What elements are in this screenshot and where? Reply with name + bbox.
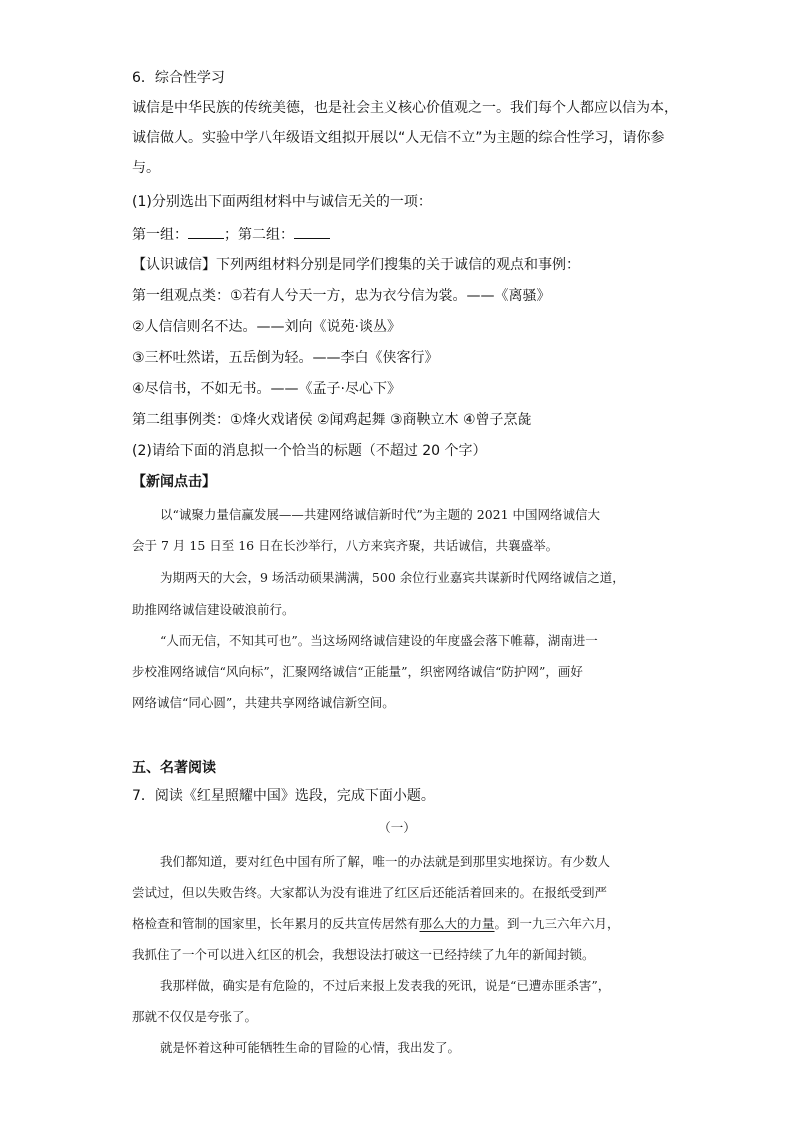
recognize-line [132,255,580,275]
group1-item-4: ④尽信书，不如无书。——《孟子·尽心下》 [132,381,401,397]
passage-line-2: 尝试过，但以失败告终。大家都认为没有谁进了红区后还能活着回来的。在报纸受到严 [132,885,608,900]
news-line-2: 会于 7 月 15 日至 16 日在长沙举行，八方来宾齐聚，共话诚信，共襄盛举。 [132,538,559,553]
recognize-tag: 【认识诚信】 [132,257,216,273]
news-line-4: 助推网络诚信建设破浪前行。 [132,602,295,617]
intro-line-1: 诚信是中华民族的传统美德，也是社会主义核心价值观之一。我们每个人都应以信为本， [132,100,678,116]
question-6-heading: 6．综合性学习 [132,70,225,86]
intro-line-3: 与。 [132,160,160,176]
group2-label: ；第二组： [224,227,294,243]
news-line-3: 为期两天的大会，9 场活动硕果满满，500 余位行业嘉宾共谋新时代网络诚信之道， [160,570,625,585]
passage-line-6: 那就不仅仅是夸张了。 [132,1009,258,1024]
passage-line-4: 我抓住了一个可以进入红区的机会，我想设法打破这一已经持续了九年的新闻封锁。 [132,947,595,962]
group1-item-1: 第一组观点类：①若有人兮天一方，忠为衣兮信为裳。——《离骚》 [132,288,551,304]
passage-line-5: 我那样做，确实是有危险的，不过后来报上发表我的死讯，说是“已遭赤匪杀害”， [160,978,611,993]
news-tag: 【新闻点击】 [132,474,216,490]
passage-part-label: （一） [378,820,416,835]
news-line-1: 以“诚聚力量信赢发展——共建网络诚信新时代”为主题的 2021 中国网络诚信大 [160,507,601,522]
group1-label: 第一组： [132,227,188,243]
passage-line-3-start: 格检查和管制的国家里，长年累月的反共宣传居然有 [132,916,420,931]
question-7: 7．阅读《红星照耀中国》选段，完成下面小题。 [132,788,435,804]
recognize-text: 下列两组材料分别是同学们搜集的关于诚信的观点和事例： [216,257,580,273]
passage-line-7: 就是怀着这种可能牺牲生命的冒险的心情，我出发了。 [160,1040,461,1055]
news-line-6: 步校准网络诚信“风向标”，汇聚网络诚信“正能量”，织密网络诚信“防护网”，画好 [132,664,583,679]
passage-line-1: 我们都知道，要对红色中国有所了解，唯一的办法就是到那里实地探访。有少数人 [160,854,611,869]
passage-line-3-end: 。到一九三六年六月， [494,916,620,931]
passage-line-3 [132,914,620,934]
group1-item-3: ③三杯吐然诺，五岳倒为轻。——李白《侠客行》 [132,350,439,366]
subquestion-1: (1)分别选出下面两组材料中与诚信无关的一项： [132,194,432,210]
intro-line-2: 诚信做人。实验中学八年级语文组拟开展以“人无信不立”为主题的综合性学习，请你参 [132,130,665,146]
subquestion-2: (2)请给下面的消息拟一个恰当的标题（不超过 20 个字） [132,443,487,459]
news-line-7: 网络诚信“同心圆”，共建共享网络诚信新空间。 [132,695,395,710]
group2-answer-blank[interactable] [294,224,330,239]
news-line-5: “人而无信，不知其可也”。当这场网络诚信建设的年度盛会落下帷幕，湖南进一 [160,633,598,648]
group2-items: 第二组事例类：①烽火戏诸侯 ②闻鸡起舞 ③商鞅立木 ④曾子烹彘 [132,412,532,428]
section-5-heading: 五、名著阅读 [132,760,216,776]
answer-line-groups [132,224,330,245]
group1-answer-blank[interactable] [188,224,224,239]
group1-item-2: ②人信信则名不达。——刘向《说苑·谈丛》 [132,319,401,335]
underlined-phrase: 那么大的力量 [419,916,495,931]
